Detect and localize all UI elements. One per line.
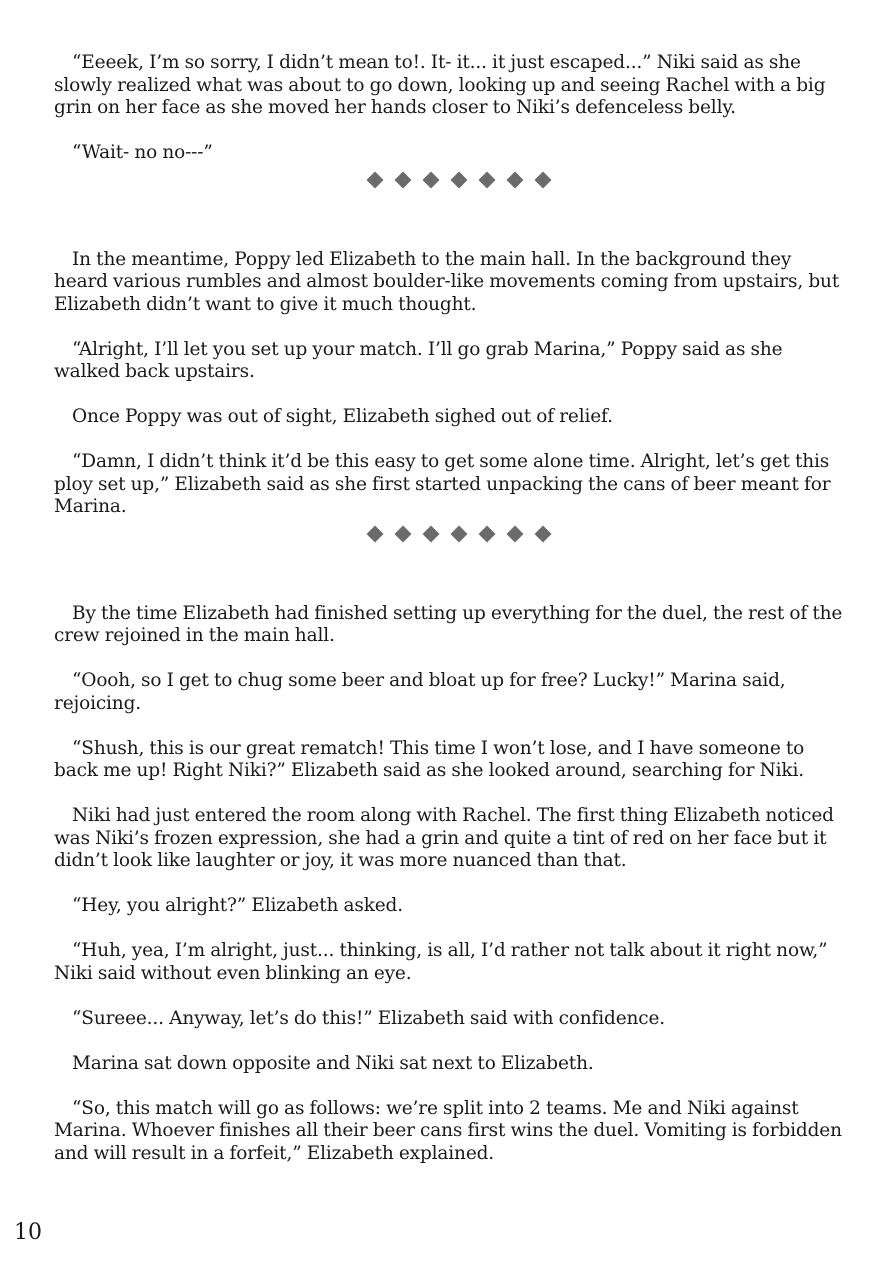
diamond-icon — [423, 171, 440, 188]
diamond-icon — [479, 525, 496, 542]
diamond-icon — [367, 171, 384, 188]
paragraph: “Shush, this is our great rematch! This time I won’t lose, and I have someone to back me up! Right Niki?” Elizabeth said as she looked around, searching for Niki. — [54, 737, 805, 781]
page-number: 10 — [14, 1220, 42, 1245]
paragraph: Once Poppy was out of sight, Elizabeth sighed out of relief. — [72, 406, 613, 427]
diamond-icon — [423, 525, 440, 542]
diamond-icon — [479, 171, 496, 188]
paragraph: In the meantime, Poppy led Elizabeth to the main hall. In the background they heard various rumbles and almost boulder-like movements coming from upstairs, but Elizabeth didn’t want to give it much thought. — [54, 248, 840, 315]
paragraph: “Alright, I’ll let you set up your match. I’ll go grab Marina,” Poppy said as she walked back upstairs. — [54, 338, 783, 382]
paragraph: “Hey, you alright?” Elizabeth asked. — [72, 895, 403, 916]
diamond-icon — [451, 171, 468, 188]
section-divider — [54, 523, 844, 545]
paragraph: “Eeeek, I’m so sorry, I didn’t mean to!. It- it... it just escaped...” Niki said as she slowly realized what was about to go down, looking up and seeing Rachel with a big grin on her face as she moved her hands closer to Niki’s defenceless belly. — [54, 52, 826, 118]
paragraph: “Damn, I didn’t think it’d be this easy to get some alone time. Alright, let’s get this ploy set up,” Elizabeth said as she first started unpacking the cans of beer meant for Marina. — [54, 451, 831, 517]
diamond-icon — [395, 525, 412, 542]
diamond-icon — [367, 525, 384, 542]
diamond-icon — [535, 525, 552, 542]
section-divider — [54, 169, 844, 191]
paragraph: Marina sat down opposite and Niki sat next to Elizabeth. — [72, 1052, 594, 1074]
paragraph: Niki had just entered the room along with Rachel. The first thing Elizabeth noticed was Niki’s frozen expression, she had a grin and quite a tint of red on her face but it didn’t look like laughter or joy, it was more nuanced than that. — [54, 805, 834, 871]
page-body — [54, 52, 844, 1188]
paragraph: “So, this match will go as follows: we’re split into 2 teams. Me and Niki against Marina. Whoever finishes all their beer cans first wins the duel. Vomiting is forbidden and will result in a forfeit,” Elizabeth explained. — [54, 1097, 842, 1164]
paragraph: “Wait- no no---” — [72, 142, 213, 163]
diamond-icon — [507, 525, 524, 542]
diamond-icon — [395, 171, 412, 188]
paragraph: “Oooh, so I get to chug some beer and bloat up for free? Lucky!” Marina said, rejoicing. — [54, 670, 786, 714]
diamond-icon — [507, 171, 524, 188]
diamond-icon — [535, 171, 552, 188]
paragraph: “Huh, yea, I’m alright, just... thinking, is all, I’d rather not talk about it right now,” Niki said without even blinking an eye. — [54, 940, 828, 984]
diamond-icon — [451, 525, 468, 542]
paragraph: By the time Elizabeth had finished setting up everything for the duel, the rest of the crew rejoined in the main hall. — [54, 602, 843, 646]
paragraph: “Sureee... Anyway, let’s do this!” Elizabeth said with confidence. — [72, 1007, 666, 1029]
